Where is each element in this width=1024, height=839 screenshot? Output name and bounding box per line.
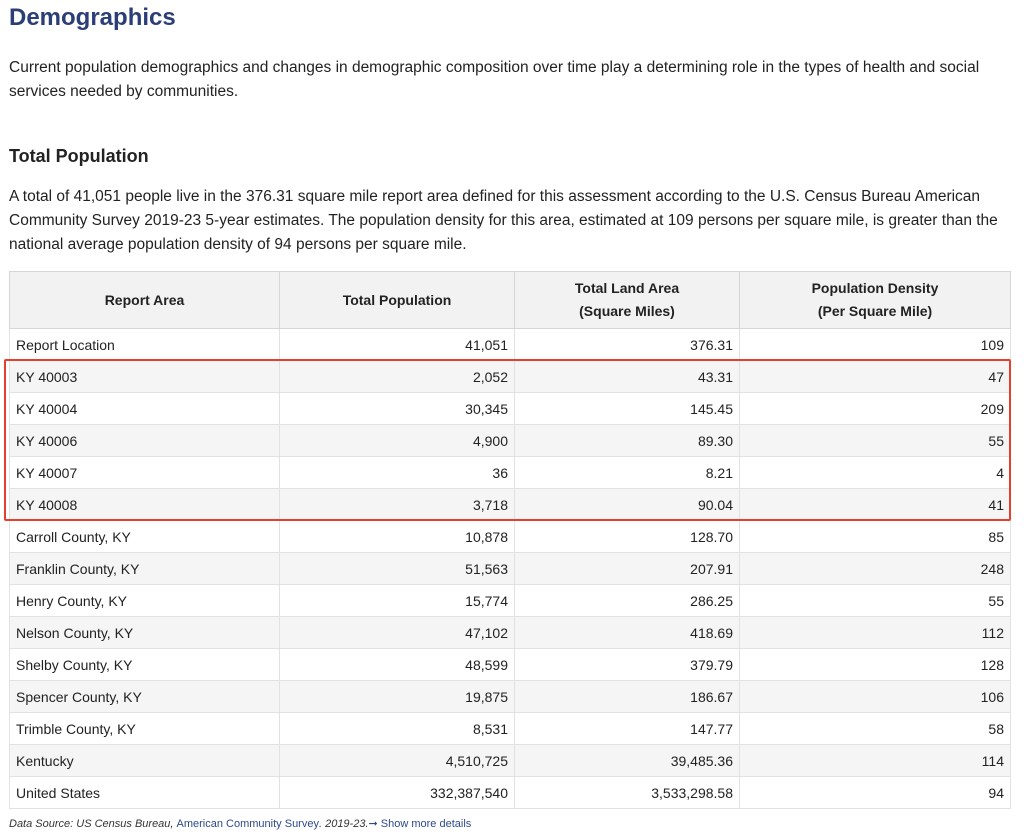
cell-total-population: 10,878	[280, 521, 515, 553]
cell-report-area: KY 40004	[10, 393, 280, 425]
table-row	[10, 329, 1011, 361]
table-row	[10, 425, 1011, 457]
table-row	[10, 361, 1011, 393]
cell-land-area: 145.45	[515, 393, 740, 425]
cell-land-area: 376.31	[515, 329, 740, 361]
table-row	[10, 393, 1011, 425]
cell-land-area: 286.25	[515, 585, 740, 617]
cell-report-area: Kentucky	[10, 745, 280, 777]
cell-land-area: 3,533,298.58	[515, 777, 740, 809]
cell-total-population: 51,563	[280, 553, 515, 585]
cell-population-density: 41	[740, 489, 1011, 521]
cell-report-area: Trimble County, KY	[10, 713, 280, 745]
table-row	[10, 649, 1011, 681]
table-header-row	[10, 272, 1011, 329]
data-source: Data Source: US Census Bureau, American Community Survey. 2019-23.➞ Show more details	[9, 818, 472, 830]
cell-population-density: 114	[740, 745, 1011, 777]
intro-text: Current population demographics and changes in demographic composition over time play a determining role in the types of health and social services needed by communities.	[9, 59, 980, 100]
cell-report-area: Franklin County, KY	[10, 553, 280, 585]
cell-total-population: 41,051	[280, 329, 515, 361]
cell-total-population: 15,774	[280, 585, 515, 617]
cell-total-population: 4,510,725	[280, 745, 515, 777]
cell-land-area: 8.21	[515, 457, 740, 489]
summary-text: A total of 41,051 people live in the 376.31 square mile report area defined for this assessment according to the U.S. Census Bureau American Community Survey 2019-23 5-year estimates. The population density for this area, estimated at 109 persons per square mile, is greater than the national average population density of 94 persons per square mile.	[9, 188, 998, 253]
cell-population-density: 55	[740, 585, 1011, 617]
cell-land-area: 207.91	[515, 553, 740, 585]
cell-report-area: Carroll County, KY	[10, 521, 280, 553]
cell-total-population: 332,387,540	[280, 777, 515, 809]
acs-link[interactable]: American Community Survey	[176, 818, 319, 830]
table-row	[10, 777, 1011, 809]
cell-land-area: 147.77	[515, 713, 740, 745]
cell-land-area: 128.70	[515, 521, 740, 553]
cell-report-area: Spencer County, KY	[10, 681, 280, 713]
table-body	[10, 329, 1011, 809]
population-table	[9, 271, 1011, 809]
cell-report-area: United States	[10, 777, 280, 809]
cell-population-density: 248	[740, 553, 1011, 585]
cell-land-area: 90.04	[515, 489, 740, 521]
table-row	[10, 489, 1011, 521]
table-row	[10, 521, 1011, 553]
cell-report-area: KY 40003	[10, 361, 280, 393]
table-row	[10, 745, 1011, 777]
cell-total-population: 48,599	[280, 649, 515, 681]
header-total-land-area: Total Land Area (Square Miles)	[515, 272, 740, 329]
cell-land-area: 379.79	[515, 649, 740, 681]
cell-total-population: 4,900	[280, 425, 515, 457]
header-report-area: Report Area	[10, 272, 280, 329]
cell-population-density: 106	[740, 681, 1011, 713]
table-row	[10, 553, 1011, 585]
cell-total-population: 36	[280, 457, 515, 489]
cell-total-population: 30,345	[280, 393, 515, 425]
cell-population-density: 94	[740, 777, 1011, 809]
cell-population-density: 128	[740, 649, 1011, 681]
table-row	[10, 713, 1011, 745]
cell-report-area: KY 40008	[10, 489, 280, 521]
cell-report-area: Nelson County, KY	[10, 617, 280, 649]
cell-report-area: KY 40007	[10, 457, 280, 489]
header-total-population: Total Population	[280, 272, 515, 329]
section-title: Total Population	[9, 146, 149, 166]
cell-land-area: 89.30	[515, 425, 740, 457]
cell-total-population: 2,052	[280, 361, 515, 393]
cell-population-density: 47	[740, 361, 1011, 393]
cell-land-area: 43.31	[515, 361, 740, 393]
cell-report-area: Shelby County, KY	[10, 649, 280, 681]
show-more-details-link[interactable]: Show more details	[377, 818, 472, 830]
arrow-icon: ➞	[368, 818, 378, 830]
table-row	[10, 617, 1011, 649]
cell-land-area: 186.67	[515, 681, 740, 713]
cell-total-population: 8,531	[280, 713, 515, 745]
cell-total-population: 3,718	[280, 489, 515, 521]
cell-report-area: Report Location	[10, 329, 280, 361]
cell-population-density: 58	[740, 713, 1011, 745]
table-row	[10, 681, 1011, 713]
cell-population-density: 112	[740, 617, 1011, 649]
cell-population-density: 55	[740, 425, 1011, 457]
cell-population-density: 209	[740, 393, 1011, 425]
cell-total-population: 47,102	[280, 617, 515, 649]
header-population-density: Population Density (Per Square Mile)	[740, 272, 1011, 329]
cell-population-density: 109	[740, 329, 1011, 361]
cell-report-area: KY 40006	[10, 425, 280, 457]
page-title: Demographics	[9, 4, 176, 31]
cell-population-density: 85	[740, 521, 1011, 553]
cell-total-population: 19,875	[280, 681, 515, 713]
cell-report-area: Henry County, KY	[10, 585, 280, 617]
table-row	[10, 457, 1011, 489]
table-row	[10, 585, 1011, 617]
cell-population-density: 4	[740, 457, 1011, 489]
cell-land-area: 418.69	[515, 617, 740, 649]
cell-land-area: 39,485.36	[515, 745, 740, 777]
